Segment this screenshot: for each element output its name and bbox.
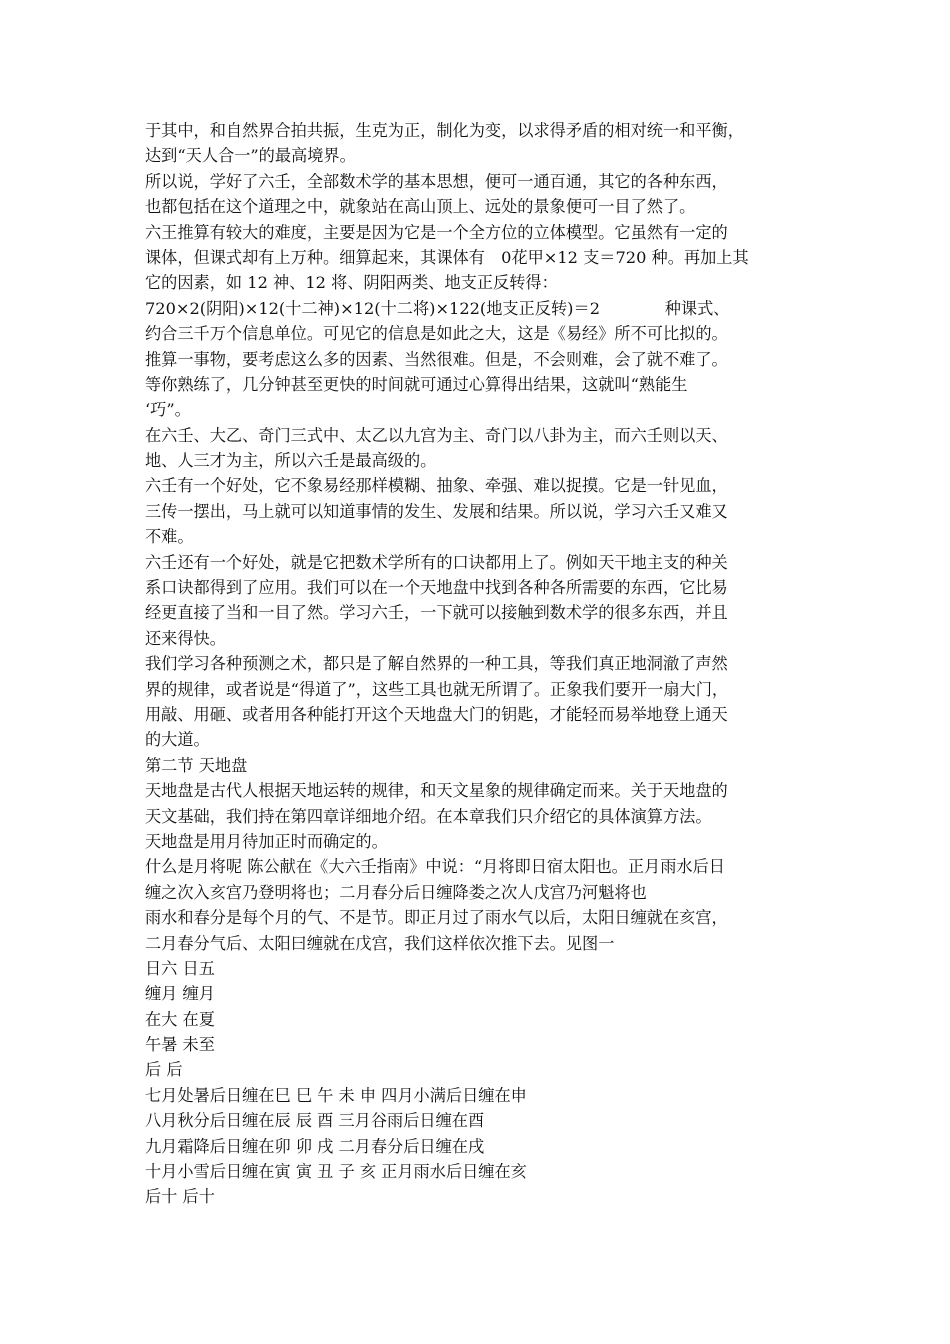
diagram-line: 日六 日五 bbox=[145, 958, 215, 978]
diagram-line: 七月处暑后日缠在巳 巳 午 未 申 四月小满后日缠在申 bbox=[145, 1085, 527, 1105]
text-line: 界的规律，或者说是“得道了”，这些工具也就无所谓了。正象我们要开一扇大门， bbox=[145, 679, 729, 699]
text-line: 等你熟练了，几分钟甚至更快的时间就可通过心算得出结果，这就叫“熟能生 bbox=[145, 374, 688, 394]
text-line: 雨水和春分是每个月的气、不是节。即正月过了雨水气以后，太阳日缠就在亥宫， bbox=[145, 908, 728, 928]
section-heading: 第二节 天地盘 bbox=[145, 755, 248, 775]
text-line: 六壬有一个好处，它不象易经那样模糊、抽象、牵强、难以捉摸。它是一针见血， bbox=[145, 476, 728, 496]
text-line: 天地盘是古代人根据天地运转的规律，和天文星象的规律确定而来。关于天地盘的 bbox=[145, 781, 728, 801]
diagram-line: 缠月 缠月 bbox=[145, 984, 215, 1004]
text-line: 达到“天人合一”的最高境界。 bbox=[145, 146, 356, 166]
text-line: 不难。 bbox=[145, 527, 194, 547]
text-line: 推算一事物，要考虑这么多的因素、当然很难。但是，不会则难，会了就不难了。 bbox=[145, 349, 728, 369]
text-line: 六王推算有较大的难度，主要是因为它是一个全方位的立体模型。它虽然有一定的 bbox=[145, 222, 728, 242]
text-line: 课体，但课式却有上万种。细算起来，其课体有 0花甲×12 支＝720 种。再加上其 bbox=[145, 247, 749, 267]
text-line: 的大道。 bbox=[145, 730, 210, 750]
text-line: 缠之次入亥宫乃登明将也；二月春分后日缠降娄之次人戊宫乃河魁将也 bbox=[145, 882, 647, 902]
diagram-line: 午暑 未至 bbox=[145, 1035, 215, 1055]
text-line: 约合三千万个信息单位。可见它的信息是如此之大，这是《易经》所不可比拟的。 bbox=[145, 324, 728, 344]
text-line: 还来得快。 bbox=[145, 628, 226, 648]
text-line: 地、人三才为主，所以六壬是最高级的。 bbox=[145, 451, 437, 471]
diagram-line: 后 后 bbox=[145, 1060, 183, 1080]
text-line: 经更直接了当和一目了然。学习六壬，一下就可以接触到数术学的很多东西，并且 bbox=[145, 603, 728, 623]
document-body bbox=[145, 118, 810, 1210]
text-line: 三传一摆出，马上就可以知道事情的发生、发展和结果。所以说，学习六壬又难又 bbox=[145, 501, 728, 521]
text-line: 二月春分气后、太阳曰缠就在戊宫，我们这样依次推下去。见图一 bbox=[145, 933, 615, 953]
text-line: 它的因素，如 12 神、12 将、阴阳两类、地支正反转得： bbox=[145, 273, 558, 293]
text-line: 用敲、用砸、或者用各种能打开这个天地盘大门的钥匙，才能轻而易举地登上通天 bbox=[145, 704, 728, 724]
text-line: 系口诀都得到了应用。我们可以在一个天地盘中找到各种各所需要的东西，它比易 bbox=[145, 578, 728, 598]
text-line: 我们学习各种预测之术，都只是了解自然界的一种工具，等我们真正地洞澈了声然 bbox=[145, 654, 728, 674]
text-line: 也都包括在这个道理之中，就象站在高山顶上、远处的景象便可一目了然了。 bbox=[145, 197, 696, 217]
text-line: 720×2(阴阳)×12(十二神)×12(十二将)×122(地支正反转)＝2 种课式、 bbox=[145, 298, 730, 318]
text-line: 天文基础，我们持在第四章详细地介绍。在本章我们只介绍它的具体演算方法。 bbox=[145, 806, 712, 826]
text-line: 所以说，学好了六壬，全部数术学的基本思想，便可一通百通，其它的各种东西， bbox=[145, 171, 728, 191]
diagram-line: 十月小雪后日缠在寅 寅 丑 子 亥 正月雨水后日缠在亥 bbox=[145, 1162, 527, 1182]
diagram-line: 后十 后十 bbox=[145, 1187, 215, 1207]
text-line: 在六壬、大乙、奇门三式中、太乙以九宫为主、奇门以八卦为主，而六壬则以天、 bbox=[145, 425, 728, 445]
text-line: ‘巧”。 bbox=[145, 400, 191, 420]
diagram-line: 九月霜降后日缠在卯 卯 戌 二月春分后日缠在戌 bbox=[145, 1136, 485, 1156]
diagram-line: 八月秋分后日缠在辰 辰 酉 三月谷雨后日缠在酉 bbox=[145, 1111, 485, 1131]
diagram-line: 在大 在夏 bbox=[145, 1009, 215, 1029]
text-line: 什么是月将呢 陈公献在《大六壬指南》中说：“月将即日宿太阳也。正月雨水后日 bbox=[145, 857, 725, 877]
text-line: 六壬还有一个好处，就是它把数术学所有的口诀都用上了。例如天干地主支的种关 bbox=[145, 552, 728, 572]
text-line: 天地盘是用月待加正时而确定的。 bbox=[145, 831, 388, 851]
text-line: 于其中，和自然界合拍共振，生克为正，制化为变，以求得矛盾的相对统一和平衡， bbox=[145, 121, 744, 140]
